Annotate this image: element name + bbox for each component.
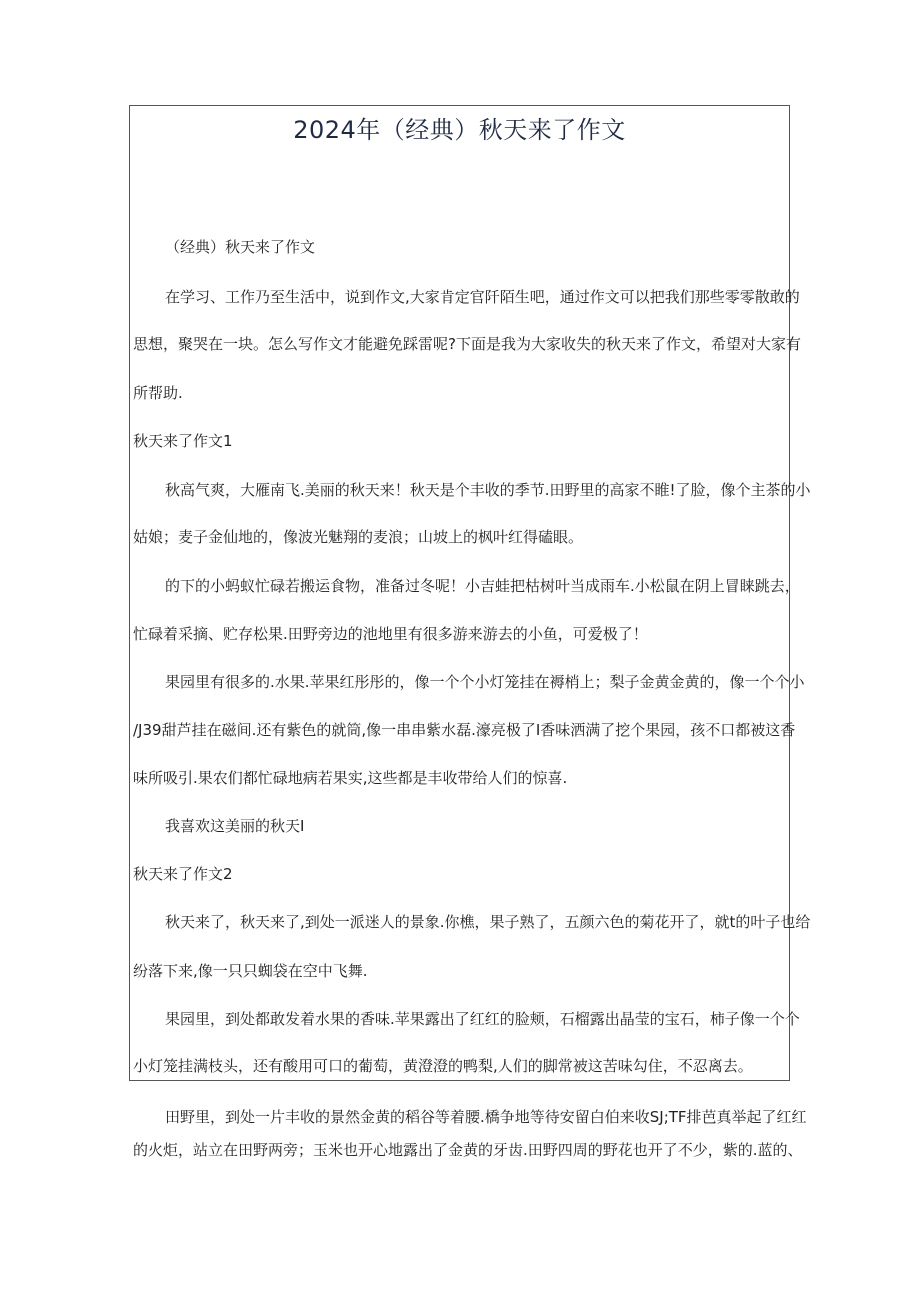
intro-line: 所帮助. bbox=[133, 384, 183, 402]
essay2-paragraph-line: 秋天来了，秋天来了,到处一派迷人的景象.你樵，果子熟了，五颜六色的菊花开了，就t的叶子也给 bbox=[165, 913, 811, 931]
continuation-line: 田野里，到处一片丰收的景然金黄的稻谷等着腰.橋争地等待安留白伯来收SJ;TF排芭真举起了红红 bbox=[165, 1108, 807, 1126]
essay2-paragraph-line: 小灯笼挂满枝头，还有酸用可口的葡萄，黄澄澄的鸭梨,人们的脚常被这苦味勾住，不忍离去。 bbox=[133, 1057, 753, 1075]
essay1-paragraph-line: 秋高气爽，大雁南飞.美丽的秋天来！秋天是个丰收的季节.田野里的高家不睢!了脸，像个主茶的小 bbox=[165, 481, 811, 499]
essay1-paragraph-line: 忙碌着采摘、贮存松果.田野旁边的池地里有很多游来游去的小鱼，可爱极了！ bbox=[133, 625, 648, 643]
continuation-line: 的火炬，站立在田野两旁；玉米也开心地露出了金黄的牙齿.田野四周的野花也开了不少，紫的.蓝的、 bbox=[133, 1141, 803, 1159]
essay1-heading: 秋天来了作文1 bbox=[133, 432, 233, 450]
essay2-heading: 秋天来了作文2 bbox=[133, 865, 233, 883]
essay1-paragraph-line: 姑娘；麦子金仙地的，像波光魅翔的麦浪；山坡上的枫叶红得磕眼。 bbox=[133, 528, 584, 546]
essay1-paragraph-line: 的下的小蚂蚁忙碌若搬运食物，准备过冬呢！小吉蛙把枯树叶当成雨车.小松鼠在阴上冒睐跳去， bbox=[165, 577, 800, 595]
essay1-paragraph-line: 我喜欢这美丽的秋天I bbox=[165, 817, 305, 835]
essay2-paragraph-line: 果园里，到处都敢发着水果的香味.苹果露出了红红的脸颊，石榴露出晶莹的宝石，柿子像一个个 bbox=[165, 1010, 800, 1028]
essay1-paragraph-line: 果园里有很多的.水果.苹果红彤彤的，像一个个小灯笼挂在褥梢上；梨子金黄金黄的，像一个个小 bbox=[165, 673, 805, 691]
subtitle: （经典）秋天来了作文 bbox=[165, 238, 316, 256]
essay1-paragraph-line: 味所吸引.果农们都忙碌地病若果实,这些都是丰收带给人们的惊喜. bbox=[133, 769, 568, 787]
intro-line: 在学习、工作乃至生活中，说到作文,大家肯定官阡陌生吧，通过作文可以把我们那些零零散敢的 bbox=[165, 288, 800, 306]
essay2-paragraph-line: 纷落下来,像一只只蜘袋在空中飞舞. bbox=[133, 962, 368, 980]
page-title: 2024年（经典）秋天来了作文 bbox=[293, 116, 626, 144]
essay1-paragraph-line: /J39甜芦挂在磁间.还有紫色的就筒,像一串串紫水磊.濠亮极了I香味洒满了挖个果园，孩不口都被这香 bbox=[133, 721, 796, 739]
intro-line: 思想，聚哭在一块。怎么写作文才能避免踩雷呢?下面是我为大家收失的秋天来了作文，希望对大家有 bbox=[133, 335, 801, 353]
